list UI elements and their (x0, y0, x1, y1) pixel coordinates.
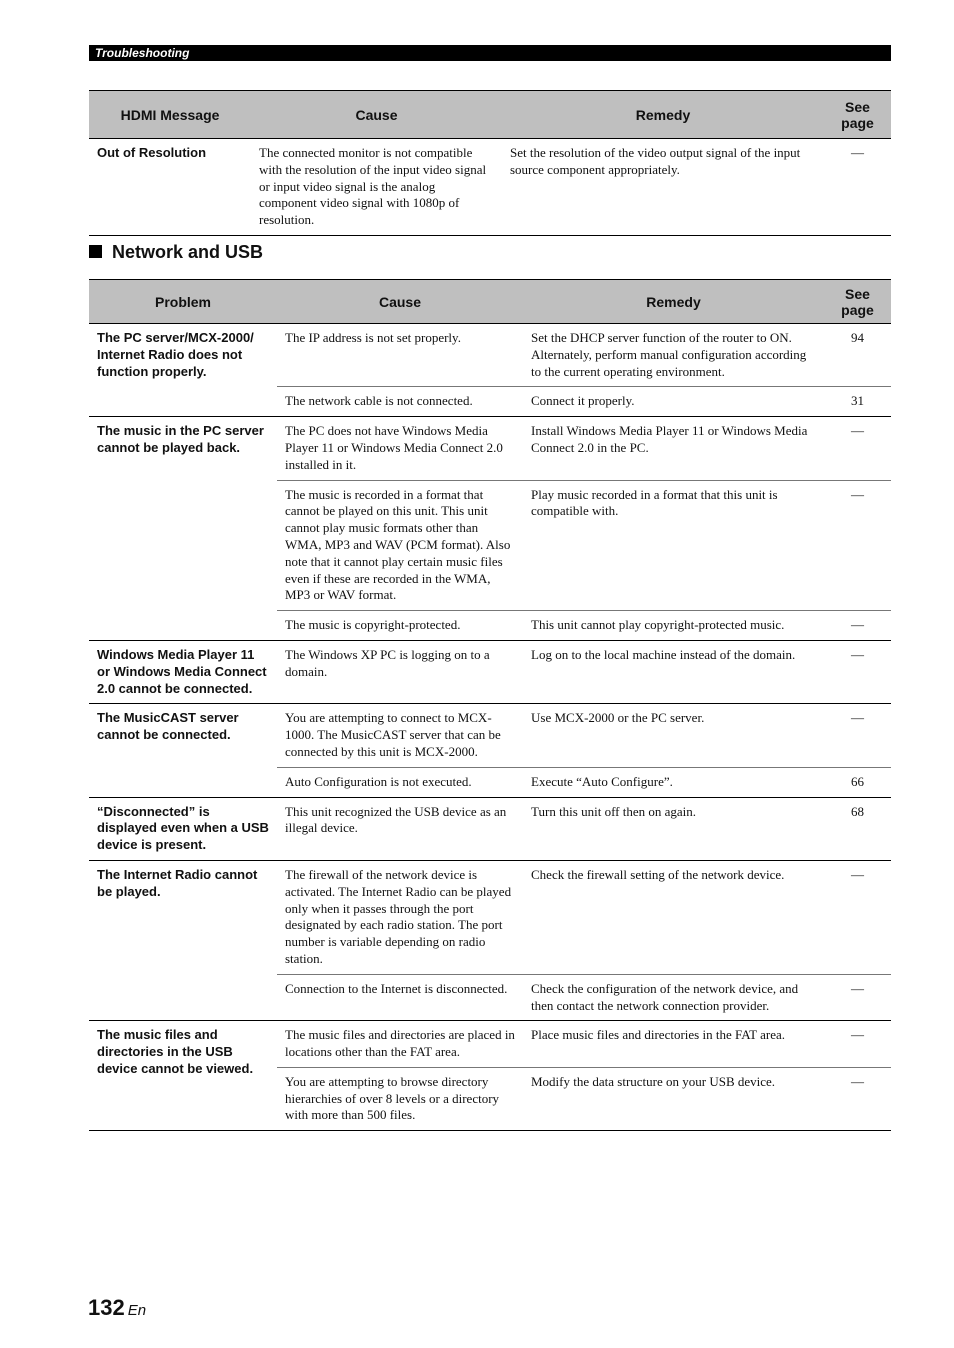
see-page-cell: — (851, 423, 864, 439)
remedy-cell: Connect it properly. (523, 387, 824, 417)
cause-cell: Connection to the Internet is disconnected. (277, 974, 523, 1021)
cause-cell: You are attempting to connect to MCX-1000. The MusicCAST server that can be connected by this unit is MCX-2000. (285, 710, 501, 759)
column-header-remedy: Remedy (523, 280, 824, 324)
see-page-cell: — (824, 1067, 891, 1130)
page-number: 132 (88, 1295, 125, 1320)
section-header-label: Troubleshooting (95, 46, 190, 60)
table-row (89, 139, 891, 236)
see-page-cell: — (851, 710, 864, 726)
see-page-cell: 66 (824, 767, 891, 797)
problem-cell: The MusicCAST server cannot be connected. (97, 710, 239, 743)
cause-cell: Auto Configuration is not executed. (277, 767, 523, 797)
section-header-bar (89, 45, 891, 61)
see-page-cell: — (851, 866, 864, 882)
see-page-cell: 31 (824, 387, 891, 417)
column-header-problem: Problem (89, 280, 277, 324)
remedy-cell: Set the DHCP server function of the router to ON. Alternately, perform manual configuration according to the current operating environment. (531, 330, 807, 379)
see-page-cell: — (851, 145, 864, 160)
hdmi-message-table (89, 90, 891, 236)
column-header-hdmi-message: HDMI Message (89, 91, 251, 139)
hdmi-message-cell: Out of Resolution (97, 145, 207, 160)
remedy-cell: Play music recorded in a format that this unit is compatible with. (523, 480, 824, 611)
remedy-cell: This unit cannot play copyright-protected music. (523, 611, 824, 641)
table-row (89, 1021, 891, 1068)
cause-cell: The PC does not have Windows Media Player 11 or Windows Media Connect 2.0 installed in it. (285, 423, 503, 472)
remedy-cell: Turn this unit off then on again. (531, 803, 697, 819)
cause-cell: You are attempting to browse directory hierarchies of over 8 levels or a directory with more than 500 files. (277, 1067, 523, 1130)
table-row (89, 324, 891, 387)
cause-cell: The music is copyright-protected. (277, 611, 523, 641)
see-page-cell: 68 (851, 803, 864, 819)
cause-cell: The network cable is not connected. (277, 387, 523, 417)
section-heading-network-and-usb (89, 241, 263, 263)
problem-cell: Windows Media Player 11 or Windows Media Connect 2.0 cannot be connected. (97, 646, 267, 696)
table-row (89, 797, 891, 860)
problem-cell: “Disconnected” is displayed even when a USB device is present. (97, 803, 269, 853)
remedy-cell: Use MCX-2000 or the PC server. (531, 710, 705, 726)
remedy-cell: Install Windows Media Player 11 or Windows Media Connect 2.0 in the PC. (531, 423, 808, 455)
cause-cell: The Windows XP PC is logging on to a domain. (285, 646, 490, 679)
see-page-cell: — (851, 1027, 864, 1043)
problem-cell: The PC server/MCX-2000/ Internet Radio does not function properly. (97, 330, 254, 379)
cause-cell: The IP address is not set properly. (285, 330, 461, 345)
see-page-cell: — (851, 646, 864, 662)
language-code: En (127, 1302, 147, 1319)
column-header-remedy: Remedy (502, 91, 824, 139)
see-page-cell: — (824, 974, 891, 1021)
page-footer (88, 1294, 146, 1325)
network-usb-table (89, 279, 891, 1131)
column-header-see-page: See page (824, 280, 891, 324)
column-header-cause: Cause (277, 280, 523, 324)
problem-cell: The Internet Radio cannot be played. (97, 866, 258, 899)
remedy-cell: Check the configuration of the network device, and then contact the network connection provider. (523, 974, 824, 1021)
remedy-cell: Check the firewall setting of the network device. (531, 866, 785, 882)
problem-cell: The music files and directories in the USB device cannot be viewed. (97, 1027, 254, 1076)
see-page-cell: 94 (851, 330, 864, 345)
cause-cell: The connected monitor is not compatible with the resolution of the input video signal or input video signal is the analog component video signal with 1080p of resolution. (259, 145, 487, 228)
remedy-cell: Execute “Auto Configure”. (523, 767, 824, 797)
remedy-cell: Modify the data structure on your USB device. (523, 1067, 824, 1130)
remedy-cell: Log on to the local machine instead of the domain. (531, 646, 796, 662)
column-header-cause: Cause (251, 91, 502, 139)
table-row (89, 417, 891, 480)
cause-cell: This unit recognized the USB device as an illegal device. (285, 803, 507, 836)
see-page-cell: — (824, 611, 891, 641)
table-row (89, 704, 891, 767)
table-row (89, 860, 891, 974)
problem-cell: The music in the PC server cannot be played back. (97, 423, 264, 455)
section-title: Network and USB (112, 242, 264, 262)
square-bullet-icon (89, 245, 102, 258)
cause-cell: The music is recorded in a format that cannot be played on this unit. This unit cannot play music formats other than WMA, MP3 and WAV (PCM format). Also note that it cannot play certain music files even if these are recorded in the WMA, MP3 or WAV format. (277, 480, 523, 611)
cause-cell: The firewall of the network device is activated. The Internet Radio can be played only when it passes through the port designated by each radio station. The port number is variable depending on radio station. (285, 866, 512, 966)
table-row (89, 640, 891, 703)
column-header-see-page: See page (824, 91, 891, 139)
remedy-cell: Place music files and directories in the FAT area. (531, 1027, 786, 1043)
cause-cell: The music files and directories are placed in locations other than the FAT area. (285, 1027, 515, 1060)
remedy-cell: Set the resolution of the video output signal of the input source component appropriately. (510, 145, 801, 177)
see-page-cell: — (824, 480, 891, 611)
